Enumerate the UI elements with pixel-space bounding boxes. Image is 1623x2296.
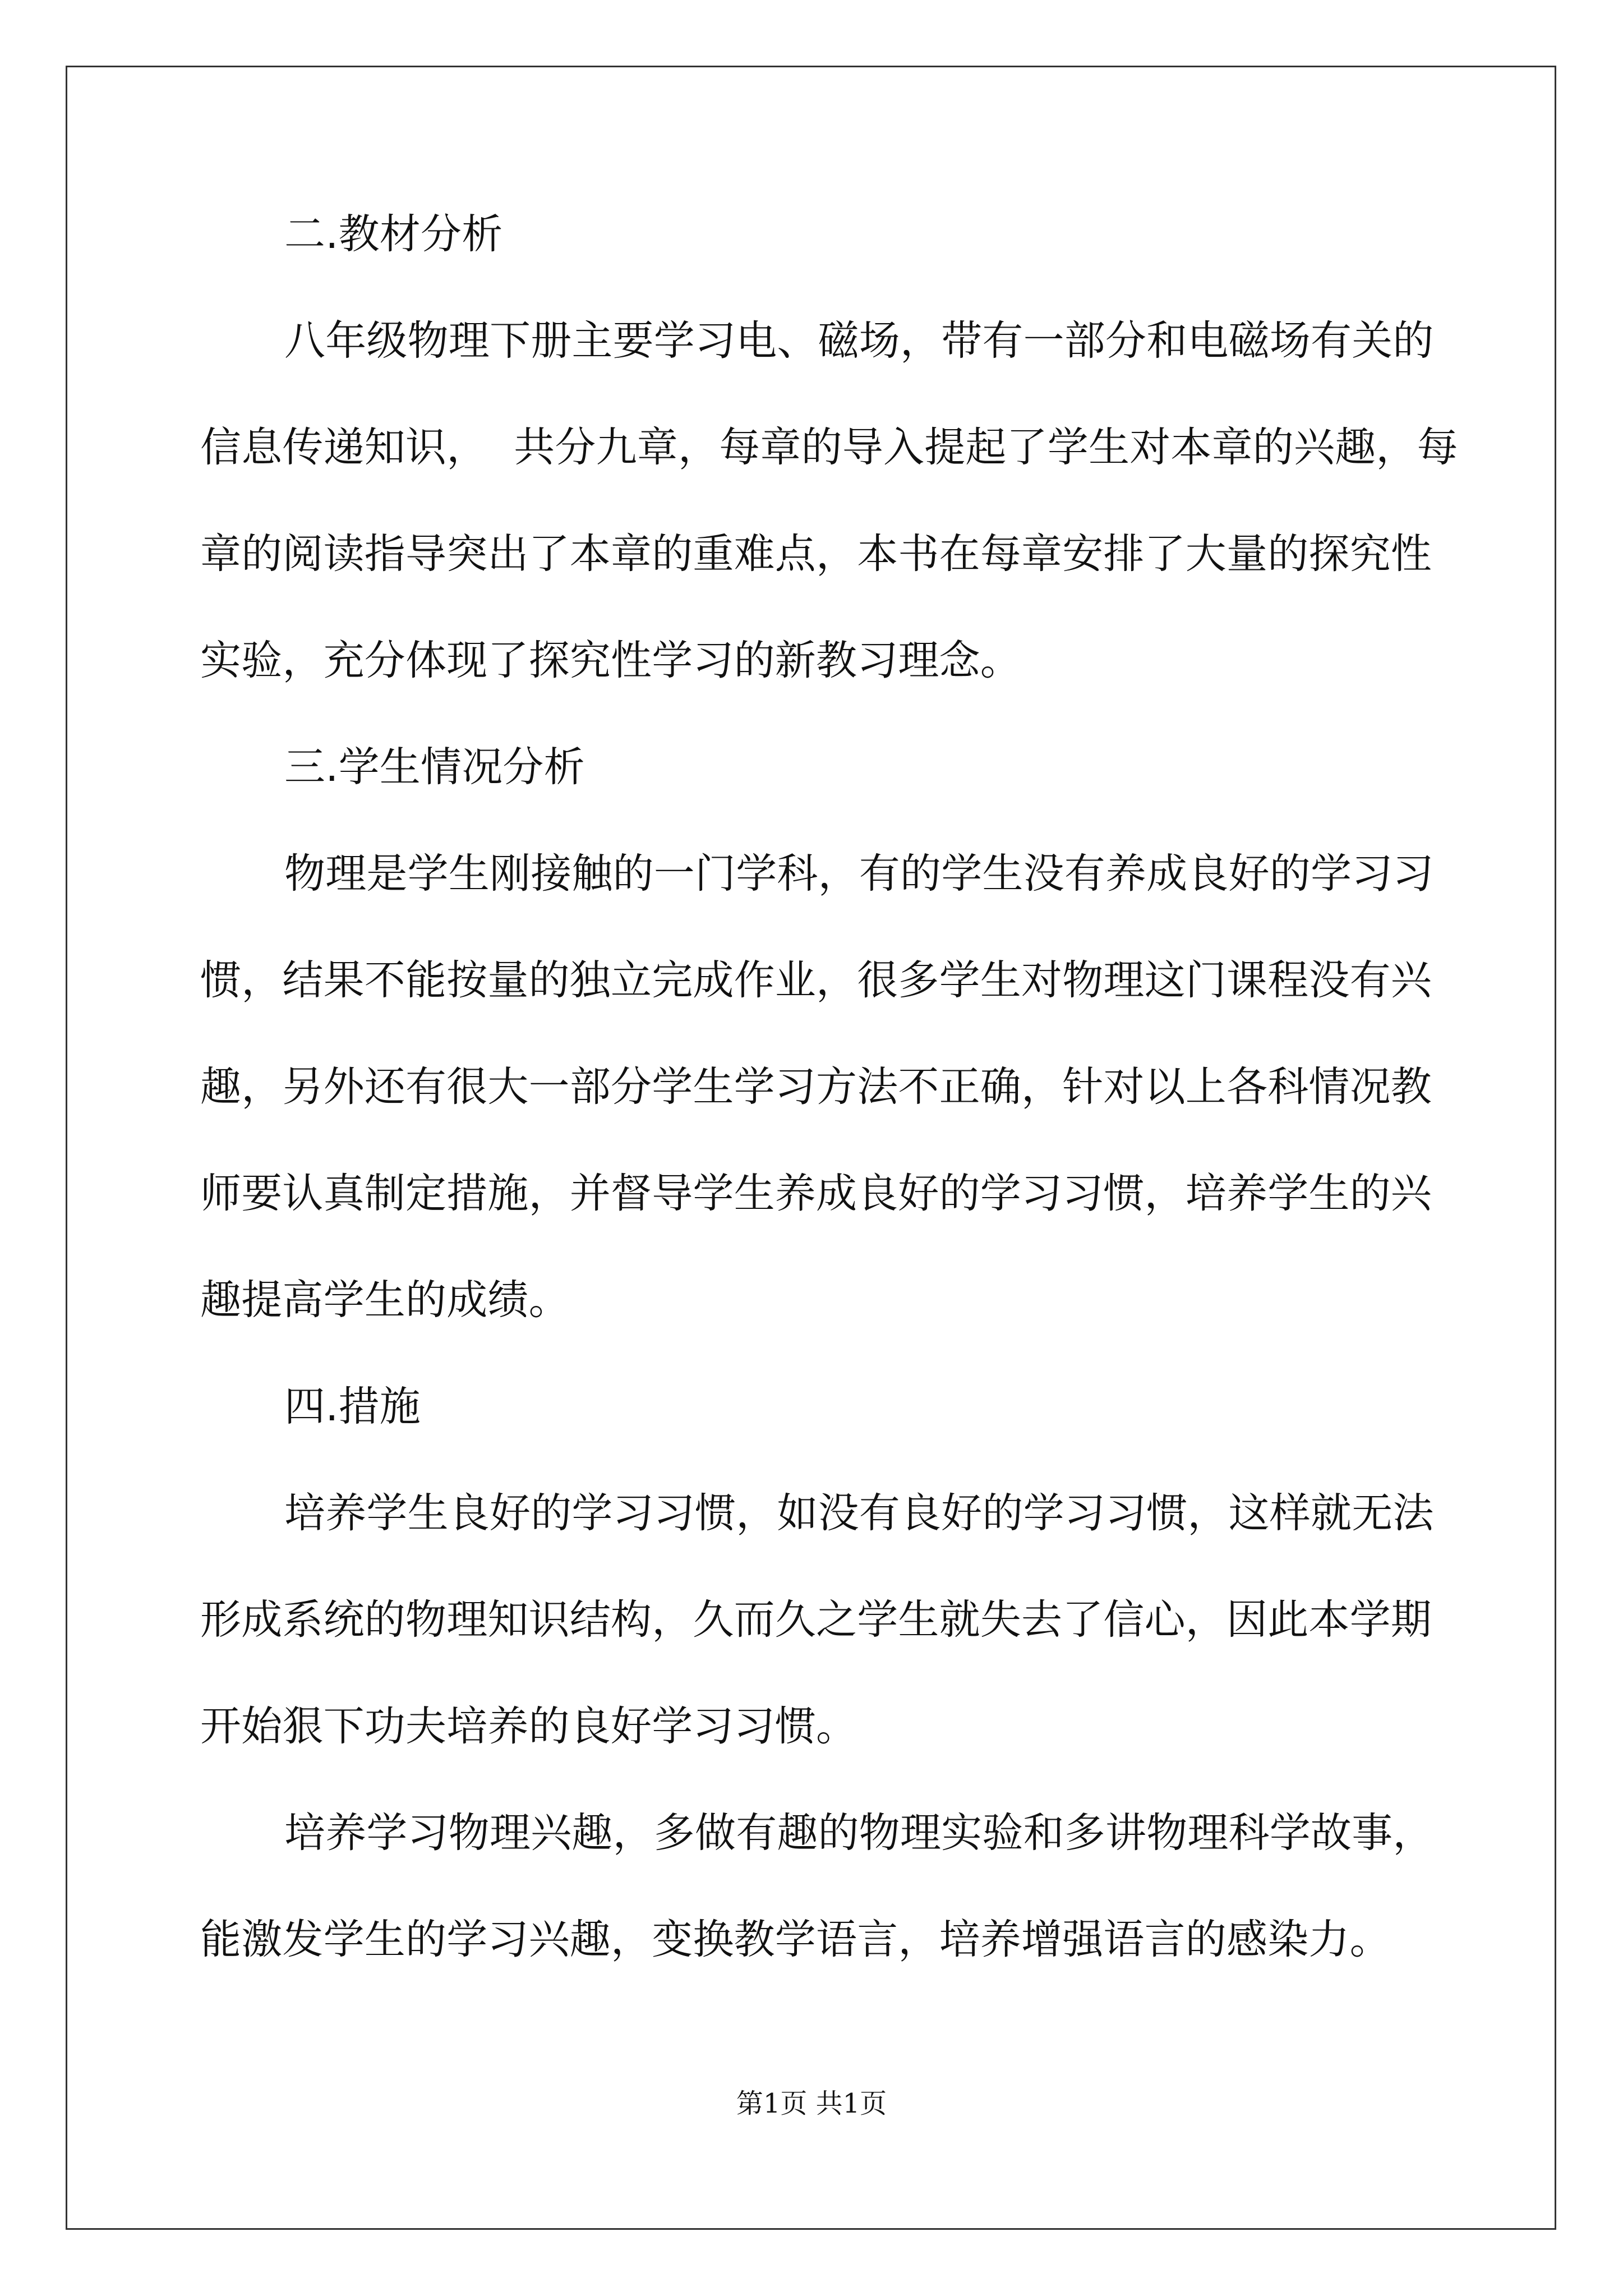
spacer (200, 1114, 1426, 1167)
paragraph-line: 实验，充分体现了探究性学习的新教习理念。 (200, 637, 1021, 684)
paragraph-line: 八年级物理下册主要学习电、磁场，带有一部分和电磁场有关的 (284, 317, 1434, 365)
spacer (200, 900, 1426, 954)
paragraph-line: 开始狠下功夫培养的良好学习习惯。 (200, 1703, 857, 1750)
paragraph-line: 培养学习物理兴趣，多做有趣的物理实验和多讲物理科学故事， (284, 1809, 1434, 1857)
spacer (200, 581, 1426, 634)
spacer (200, 1540, 1426, 1593)
section-heading: 二.教材分析 (284, 210, 503, 258)
spacer (200, 261, 1426, 314)
section-heading: 四.措施 (284, 1383, 421, 1430)
paragraph-line: 趣提高学生的成绩。 (200, 1276, 570, 1324)
spacer (200, 1220, 1426, 1273)
page-footer: 第1页 共1页 (736, 2088, 887, 2119)
spacer (200, 367, 1426, 421)
paragraph-line: 信息传递知识， 共分九章，每章的导入提起了学生对本章的兴趣，每 (200, 424, 1458, 471)
spacer (200, 1860, 1426, 1913)
paragraph-line: 能激发学生的学习兴趣，变换教学语言，培养增强语言的感染力。 (200, 1916, 1391, 1963)
paragraph-line: 师要认真制定措施，并督导学生养成良好的学习习惯，培养学生的兴 (200, 1170, 1432, 1217)
spacer (200, 474, 1426, 527)
spacer (200, 1753, 1426, 1806)
paragraph-line: 惯，结果不能按量的独立完成作业，很多学生对物理这门课程没有兴 (200, 956, 1432, 1004)
spacer (200, 1007, 1426, 1060)
paragraph-line: 趣，另外还有很大一部分学生学习方法不正确，针对以上各科情况教 (200, 1063, 1432, 1111)
spacer (200, 1327, 1426, 1380)
paragraph-line: 物理是学生刚接触的一门学科，有的学生没有养成良好的学习习 (284, 850, 1434, 898)
spacer (200, 1433, 1426, 1487)
section-heading: 三.学生情况分析 (284, 743, 585, 791)
document-body (200, 208, 1458, 1966)
spacer (200, 1646, 1426, 1700)
spacer (200, 794, 1426, 847)
paragraph-line: 章的阅读指导突出了本章的重难点，本书在每章安排了大量的探究性 (200, 530, 1432, 578)
paragraph-line: 培养学生良好的学习习惯，如没有良好的学习习惯，这样就无法 (284, 1489, 1434, 1537)
spacer (200, 687, 1426, 740)
paragraph-line: 形成系统的物理知识结构，久而久之学生就失去了信心，因此本学期 (200, 1596, 1432, 1644)
